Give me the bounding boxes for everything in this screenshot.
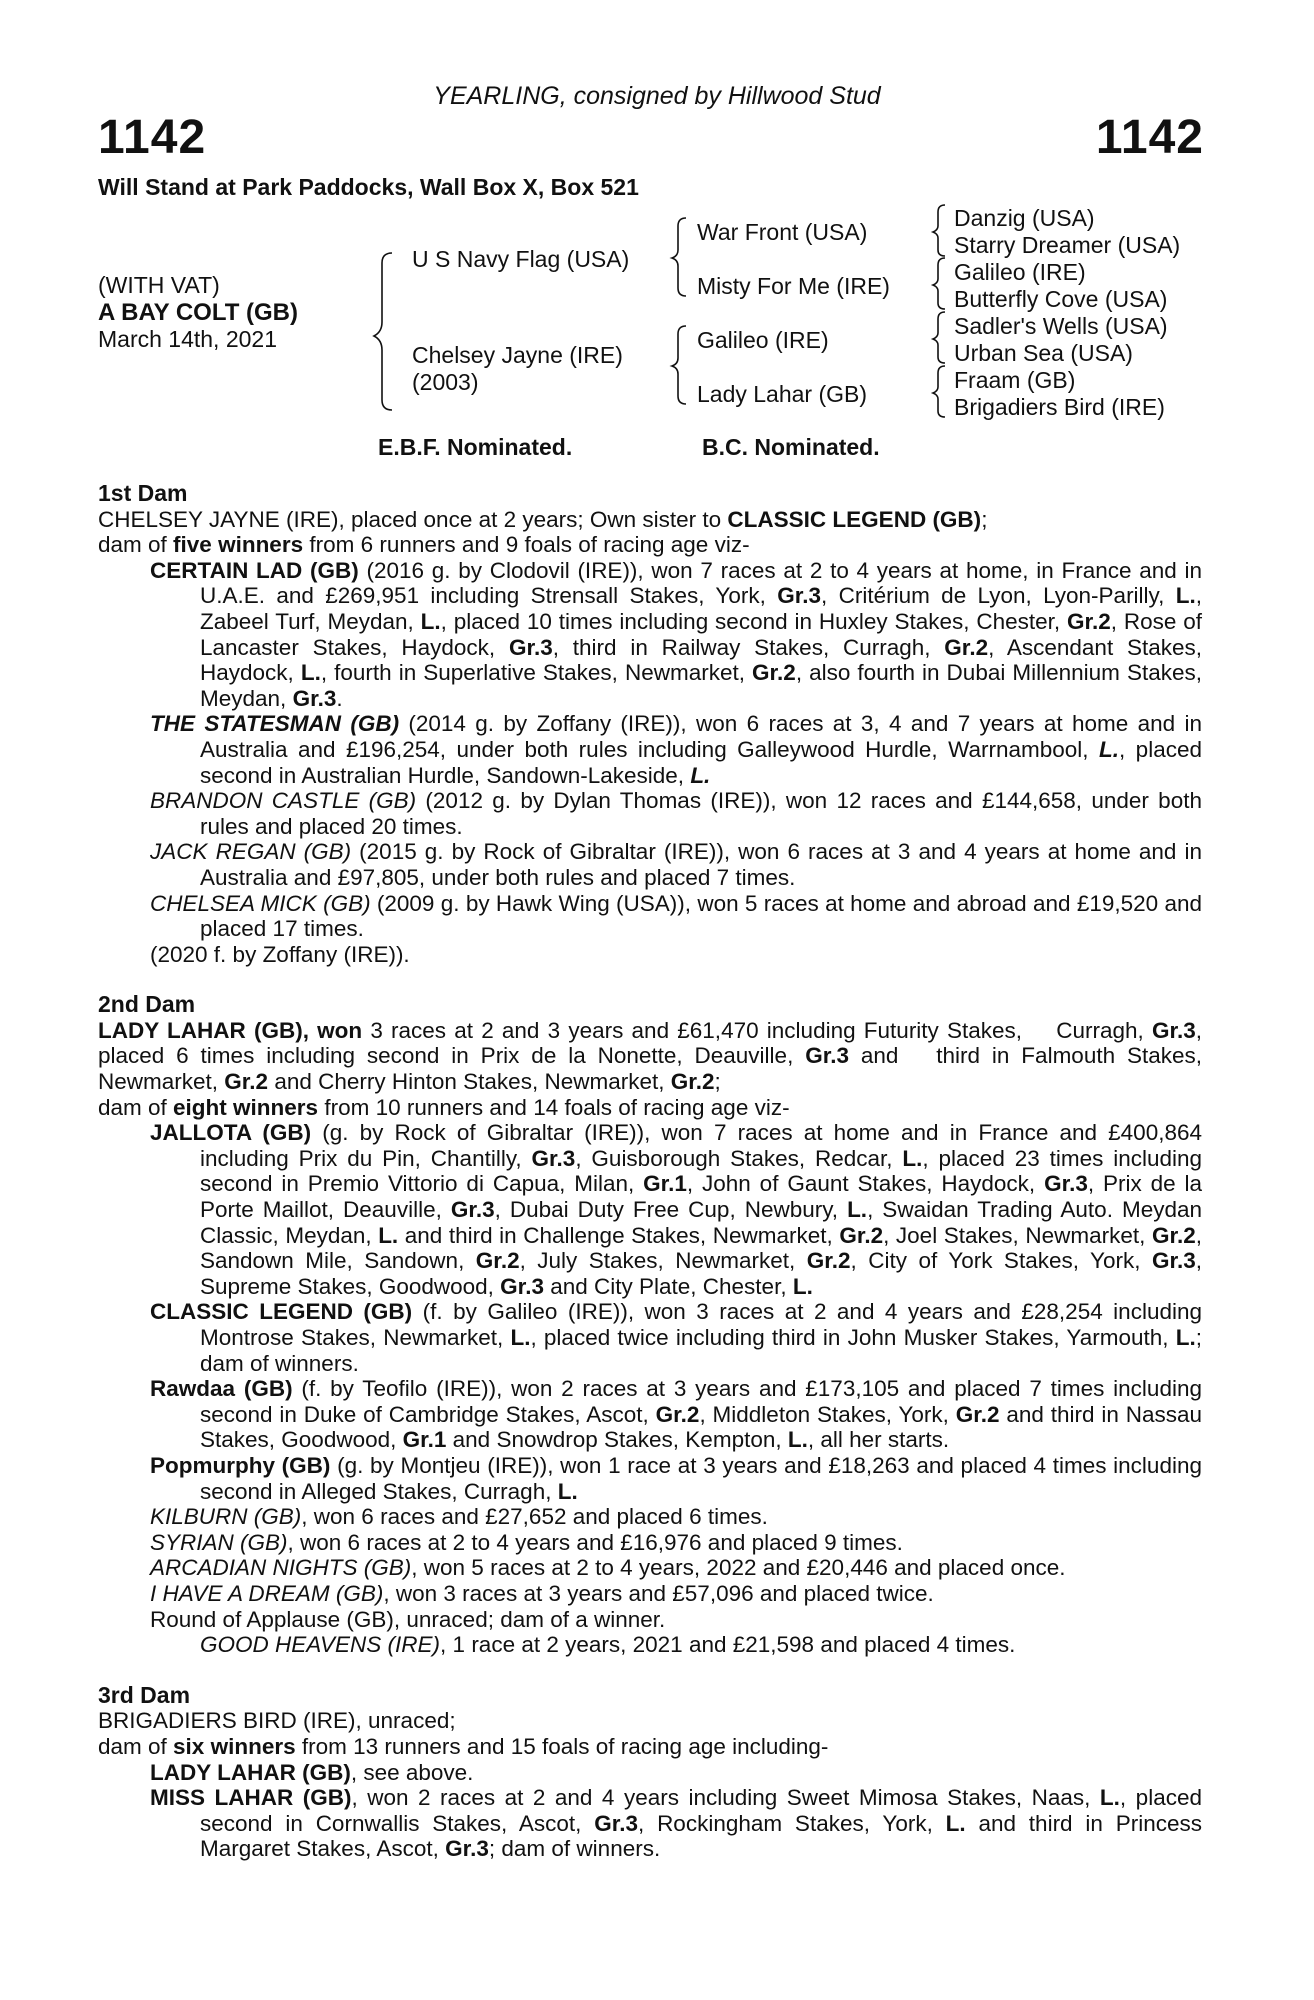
- produce-syrian: SYRIAN (GB), won 6 races at 2 to 4 years and £16,976 and placed 9 times.: [150, 1529, 903, 1555]
- produce-2020-filly: (2020 f. by Zoffany (IRE)).: [150, 941, 410, 967]
- second-dam-title: 2nd Dam: [98, 991, 196, 1018]
- produce-i-have-a-dream: I HAVE A DREAM (GB), won 3 races at 3 years and £57,096 and placed twice.: [150, 1580, 934, 1606]
- bracket-gen1: [374, 253, 392, 410]
- gen3-dsd: Urban Sea (USA): [954, 340, 1133, 366]
- sire-dam: Misty For Me (IRE): [697, 273, 890, 299]
- vat-note: (WITH VAT): [98, 272, 220, 298]
- third-dam-title: 3rd Dam: [98, 1681, 191, 1708]
- gen3-dss: Sadler's Wells (USA): [954, 313, 1168, 339]
- produce-rawdaa: Rawdaa (GB) (f. by Teofilo (IRE)), won 2 races at 3 years and £173,105 and placed 7 times including second in Duke of Cambridge Stakes, Ascot, Gr.2, Middleton Stakes, York, Gr.2 and third in Nassau Stakes, Goodwood, Gr.1 and Snowdrop Stakes, Kempton, L., all her starts.: [150, 1376, 1202, 1453]
- pedigree-brackets: [0, 0, 1314, 440]
- sire-sire: War Front (USA): [697, 219, 868, 245]
- second-dam-intro: LADY LAHAR (GB), won 3 races at 2 and 3 years and £61,470 including Futurity Stakes, Curragh, Gr.3, placed 6 times including second in Prix de la Nonette, Deauville, Gr.3 and third in Falmouth Stakes, Newmarket, Gr.2 and Cherry Hinton Stakes, Newmarket, Gr.2; dam of eight winners from 10 runners and 14 foals of racing age viz-: [98, 1017, 1203, 1120]
- produce-brandon-castle: BRANDON CASTLE (GB) (2012 g. by Dylan Thomas (IRE)), won 12 races and £144,658, under both rules and placed 20 times.: [150, 788, 1202, 839]
- produce-popmurphy: Popmurphy (GB) (g. by Montjeu (IRE)), won 1 race at 3 years and £18,263 and placed 4 times including second in Alleged Stakes, Curragh, L.: [150, 1452, 1202, 1504]
- bracket-gen3-1: [933, 205, 945, 256]
- lot-number-right: 1142: [1095, 111, 1204, 164]
- bracket-gen2-sire: [672, 218, 686, 296]
- foaling-date: March 14th, 2021: [98, 326, 278, 352]
- produce-jallota: JALLOTA (GB) (g. by Rock of Gibraltar (IRE)), won 7 races at home and in France and £400,864 including Prix du Pin, Chantilly, Gr.3, Guisborough Stakes, Redcar, L., placed 23 times including second in Premio Vittorio di Capua, Milan, Gr.1, John of Gaunt Stakes, Haydock, Gr.3, Prix de la Porte Maillot, Deauville, Gr.3, Dubai Duty Free Cup, Newbury, L., Swaidan Trading Auto. Meydan Classic, Meydan, L. and third in Challenge Stakes, Newmarket, Gr.2, Joel Stakes, Newmarket, Gr.2, Sandown Mile, Sandown, Gr.2, July Stakes, Newmarket, Gr.2, City of York Stakes, York, Gr.3, Supreme Stakes, Goodwood, Gr.3 and City Plate, Chester, L.: [150, 1120, 1203, 1299]
- produce-round-of-applause: Round of Applause (GB), unraced; dam of a winner.: [150, 1606, 666, 1632]
- produce-jack-regan: JACK REGAN (GB) (2015 g. by Rock of Gibraltar (IRE)), won 6 races at 3 and 4 years at home and in Australia and £97,805, under both rules and placed 7 times.: [150, 839, 1202, 890]
- gen3-ssd: Starry Dreamer (USA): [954, 232, 1181, 258]
- horse-name: A BAY COLT (GB): [98, 299, 299, 326]
- produce-kilburn: KILBURN (GB), won 6 races and £27,652 and placed 6 times.: [150, 1504, 768, 1530]
- dam-dam: Lady Lahar (GB): [697, 381, 868, 407]
- dam-sire: Galileo (IRE): [697, 327, 829, 353]
- consignor-line: YEARLING, consigned by Hillwood Stud: [433, 82, 881, 110]
- gen3-ddd: Brigadiers Bird (IRE): [954, 394, 1165, 420]
- produce-record: [98, 481, 1202, 1862]
- bracket-gen3-2: [933, 258, 945, 309]
- produce-chelsea-mick: CHELSEA MICK (GB) (2009 g. by Hawk Wing (USA)), won 5 races at home and abroad and £19,520 and placed 17 times.: [150, 890, 1203, 942]
- produce-good-heavens: GOOD HEAVENS (IRE), 1 race at 2 years, 2021 and £21,598 and placed 4 times.: [200, 1632, 1016, 1658]
- gen3-sds: Galileo (IRE): [954, 259, 1086, 285]
- first-dam-intro: CHELSEY JAYNE (IRE), placed once at 2 years; Own sister to CLASSIC LEGEND (GB); dam of five winners from 6 runners and 9 foals of racing age viz-: [98, 506, 988, 558]
- third-dam-intro: BRIGADIERS BIRD (IRE), unraced; dam of six winners from 13 runners and 15 foals of racing age including-: [98, 1708, 829, 1759]
- bracket-gen2-dam: [672, 326, 686, 404]
- bc-nominated: B.C. Nominated.: [702, 434, 880, 460]
- bracket-gen3-4: [933, 366, 945, 417]
- bracket-gen3-3: [933, 312, 945, 363]
- dam-year: (2003): [412, 369, 479, 395]
- gen3-sdd: Butterfly Cove (USA): [954, 286, 1168, 312]
- gen3-dds: Fraam (GB): [954, 367, 1076, 393]
- produce-lady-lahar: LADY LAHAR (GB), see above.: [150, 1759, 474, 1785]
- produce-arcadian-nights: ARCADIAN NIGHTS (GB), won 5 races at 2 to 4 years, 2022 and £20,446 and placed once.: [150, 1555, 1066, 1581]
- stand-location: Will Stand at Park Paddocks, Wall Box X, Box 521: [98, 174, 639, 200]
- produce-the-statesman: THE STATESMAN (GB) (2014 g. by Zoffany (IRE)), won 6 races at 3, 4 and 7 years at home and in Australia and £196,254, under both rules including Galleywood Hurdle, Warrnambool, L., placed second in Australian Hurdle, Sandown-Lakeside, L.: [150, 711, 1202, 788]
- dam-name: Chelsey Jayne (IRE): [412, 342, 623, 368]
- gen3-sss: Danzig (USA): [954, 205, 1095, 231]
- sire: U S Navy Flag (USA): [412, 246, 630, 272]
- produce-classic-legend: CLASSIC LEGEND (GB) (f. by Galileo (IRE)), won 3 races at 2 and 4 years and £28,254 including Montrose Stakes, Newmarket, L., placed twice including third in John Musker Stakes, Yarmouth, L.; dam of winners.: [150, 1299, 1202, 1376]
- first-dam-title: 1st Dam: [98, 480, 188, 506]
- lot-number-left: 1142: [98, 111, 207, 164]
- produce-miss-lahar: MISS LAHAR (GB), won 2 races at 2 and 4 years including Sweet Mimosa Stakes, Naas, L., placed second in Cornwallis Stakes, Ascot, Gr.3, Rockingham Stakes, York, L. and third in Princess Margaret Stakes, Ascot, Gr.3; dam of winners.: [150, 1785, 1202, 1862]
- ebf-nominated: E.B.F. Nominated.: [378, 434, 573, 460]
- produce-certain-lad: CERTAIN LAD (GB) (2016 g. by Clodovil (IRE)), won 7 races at 2 to 4 years at home, in France and in U.A.E. and £269,951 including Strensall Stakes, York, Gr.3, Critérium de Lyon, Lyon-Parilly, L., Zabeel Turf, Meydan, L., placed 10 times including second in Huxley Stakes, Chester, Gr.2, Rose of Lancaster Stakes, Haydock, Gr.3, third in Railway Stakes, Curragh, Gr.2, Ascendant Stakes, Haydock, L., fourth in Superlative Stakes, Newmarket, Gr.2, also fourth in Dubai Millennium Stakes, Meydan, Gr.3.: [150, 557, 1203, 711]
